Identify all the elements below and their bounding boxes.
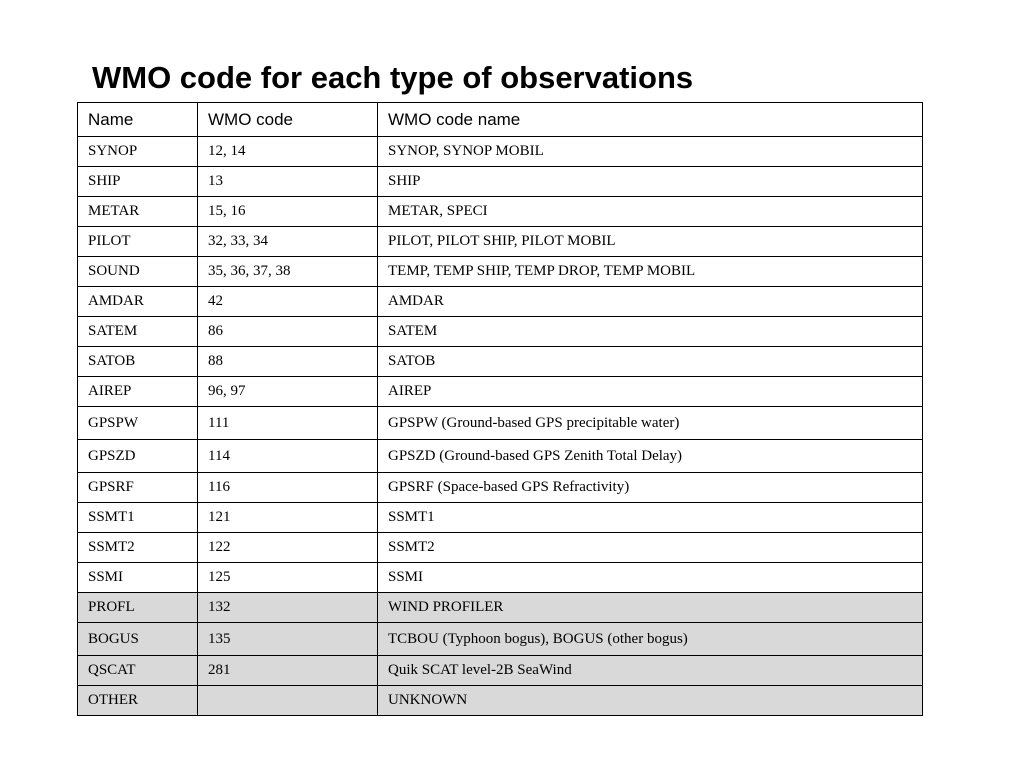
cell-wmo-code: 111 <box>198 407 378 440</box>
cell-wmo-code-name: SATOB <box>378 347 923 377</box>
cell-wmo-code: 88 <box>198 347 378 377</box>
cell-name: SSMI <box>78 563 198 593</box>
table-row <box>78 257 923 287</box>
cell-name: QSCAT <box>78 656 198 686</box>
cell-wmo-code-name: UNKNOWN <box>378 686 923 716</box>
cell-wmo-code: 13 <box>198 167 378 197</box>
cell-name: AMDAR <box>78 287 198 317</box>
cell-wmo-code: 125 <box>198 563 378 593</box>
table-row <box>78 623 923 656</box>
cell-name: GPSRF <box>78 473 198 503</box>
cell-wmo-code: 86 <box>198 317 378 347</box>
header-name: Name <box>78 103 198 137</box>
cell-wmo-code-name: AIREP <box>378 377 923 407</box>
cell-wmo-code: 42 <box>198 287 378 317</box>
table-row <box>78 533 923 563</box>
table-row <box>78 197 923 227</box>
cell-wmo-code: 281 <box>198 656 378 686</box>
cell-name: SHIP <box>78 167 198 197</box>
table-row <box>78 593 923 623</box>
cell-name: GPSZD <box>78 440 198 473</box>
table-row <box>78 440 923 473</box>
observation-codes-table <box>77 102 923 716</box>
cell-name: SYNOP <box>78 137 198 167</box>
table-header-row <box>78 103 923 137</box>
cell-wmo-code-name: SSMI <box>378 563 923 593</box>
cell-name: SOUND <box>78 257 198 287</box>
cell-wmo-code-name: PILOT, PILOT SHIP, PILOT MOBIL <box>378 227 923 257</box>
cell-wmo-code-name: GPSZD (Ground-based GPS Zenith Total Delay) <box>378 440 923 473</box>
cell-name: AIREP <box>78 377 198 407</box>
cell-wmo-code: 121 <box>198 503 378 533</box>
cell-wmo-code: 114 <box>198 440 378 473</box>
cell-name: METAR <box>78 197 198 227</box>
table-row <box>78 473 923 503</box>
cell-wmo-code-name: AMDAR <box>378 287 923 317</box>
table-row <box>78 563 923 593</box>
table-row <box>78 347 923 377</box>
cell-wmo-code: 35, 36, 37, 38 <box>198 257 378 287</box>
cell-wmo-code-name: SSMT1 <box>378 503 923 533</box>
table-row <box>78 503 923 533</box>
cell-name: PROFL <box>78 593 198 623</box>
cell-wmo-code: 32, 33, 34 <box>198 227 378 257</box>
cell-wmo-code-name: GPSRF (Space-based GPS Refractivity) <box>378 473 923 503</box>
cell-name: SSMT1 <box>78 503 198 533</box>
cell-wmo-code-name: WIND PROFILER <box>378 593 923 623</box>
table-row <box>78 287 923 317</box>
cell-wmo-code: 12, 14 <box>198 137 378 167</box>
cell-wmo-code: 135 <box>198 623 378 656</box>
table-row <box>78 137 923 167</box>
cell-wmo-code-name: TCBOU (Typhoon bogus), BOGUS (other bogus) <box>378 623 923 656</box>
cell-name: PILOT <box>78 227 198 257</box>
cell-wmo-code <box>198 686 378 716</box>
cell-wmo-code-name: TEMP, TEMP SHIP, TEMP DROP, TEMP MOBIL <box>378 257 923 287</box>
cell-wmo-code-name: SSMT2 <box>378 533 923 563</box>
table-row <box>78 167 923 197</box>
header-wmo-code: WMO code <box>198 103 378 137</box>
cell-name: GPSPW <box>78 407 198 440</box>
cell-wmo-code: 116 <box>198 473 378 503</box>
cell-wmo-code: 96, 97 <box>198 377 378 407</box>
cell-wmo-code-name: Quik SCAT level-2B SeaWind <box>378 656 923 686</box>
page-title: WMO code for each type of observations <box>92 60 694 95</box>
cell-wmo-code: 15, 16 <box>198 197 378 227</box>
cell-name: SATEM <box>78 317 198 347</box>
cell-name: SSMT2 <box>78 533 198 563</box>
cell-name: OTHER <box>78 686 198 716</box>
cell-wmo-code-name: GPSPW (Ground-based GPS precipitable water) <box>378 407 923 440</box>
cell-wmo-code-name: SYNOP, SYNOP MOBIL <box>378 137 923 167</box>
cell-name: BOGUS <box>78 623 198 656</box>
cell-wmo-code-name: SHIP <box>378 167 923 197</box>
table-row <box>78 377 923 407</box>
table-row <box>78 686 923 716</box>
table-row <box>78 317 923 347</box>
cell-wmo-code: 122 <box>198 533 378 563</box>
table-row <box>78 407 923 440</box>
header-wmo-code-name: WMO code name <box>378 103 923 137</box>
cell-name: SATOB <box>78 347 198 377</box>
cell-wmo-code-name: METAR, SPECI <box>378 197 923 227</box>
table-row <box>78 227 923 257</box>
cell-wmo-code: 132 <box>198 593 378 623</box>
table-row <box>78 656 923 686</box>
cell-wmo-code-name: SATEM <box>378 317 923 347</box>
